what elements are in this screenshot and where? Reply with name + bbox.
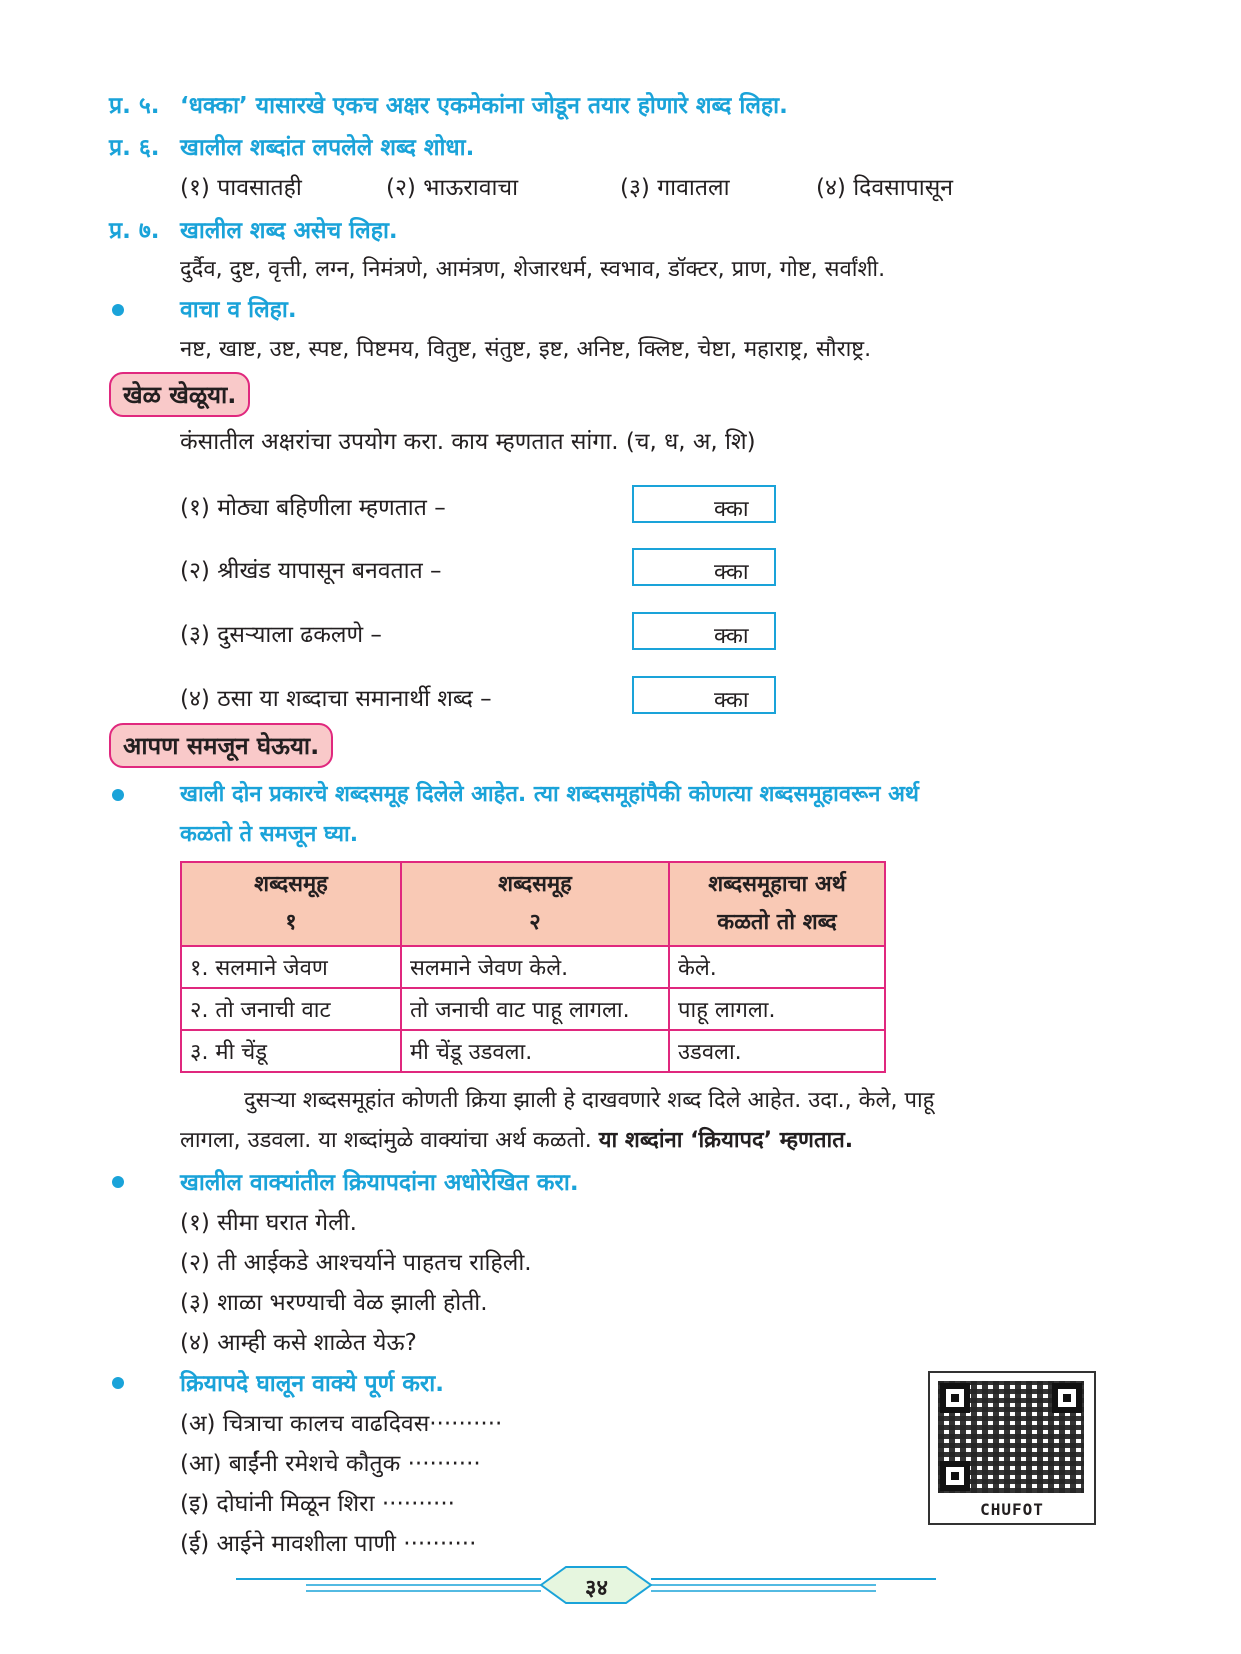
- question-6-text: खालील शब्दांत लपलेले शब्द शोधा.: [180, 135, 475, 161]
- answer-suffix: क्का: [714, 688, 749, 713]
- question-7-number: प्र. ७.: [109, 218, 160, 244]
- table-row: [181, 946, 885, 988]
- qr-finder-icon: [940, 1461, 970, 1491]
- table-header-row: [181, 862, 885, 946]
- answer-suffix: क्का: [714, 560, 749, 585]
- explain-line2: लागला, उडवला. या शब्दांमुळे वाक्यांचा अर्थ कळतो. या शब्दांना ‘क्रियापद’ म्हणतात.: [180, 1128, 854, 1153]
- game-instruction: कंसातील अक्षरांचा उपयोग करा. काय म्हणतात सांगा. (च, ध, अ, शि): [180, 429, 756, 455]
- read-write-heading: वाचा व लिहा.: [180, 297, 297, 323]
- bullet-icon: [112, 1176, 124, 1188]
- bullet-icon: [112, 304, 124, 316]
- read-words: नष्ट, खाष्ट, उष्ट, स्पष्ट, पिष्टमय, वितुष्ट, संतुष्ट, इष्ट, अनिष्ट, क्लिष्ट, चेष्टा, महाराष्ट्र, सौराष्ट्र.: [180, 337, 872, 362]
- explain-line1: दुसऱ्या शब्दसमूहांत कोणती क्रिया झाली हे दाखवणारे शब्द दिले आहेत. उदा., केले, पाहू: [244, 1088, 935, 1113]
- game-item-label: (४) ठसा या शब्दाचा समानार्थी शब्द –: [180, 686, 492, 712]
- table-row: [181, 988, 885, 1030]
- table-cell: १. सलमाने जेवण: [181, 946, 401, 988]
- qr-finder-icon: [1052, 1383, 1082, 1413]
- answer-suffix: क्का: [714, 624, 749, 649]
- table-row: [181, 1030, 885, 1072]
- bullet-icon: [112, 1377, 124, 1389]
- qr-finder-icon: [940, 1383, 970, 1413]
- table-cell: पाहू लागला.: [669, 988, 885, 1030]
- complete-item: (ई) आईने मावशीला पाणी ··········: [180, 1531, 477, 1557]
- definition-bold: या शब्दांना ‘क्रियापद’ म्हणतात.: [598, 1128, 854, 1153]
- page-number: ३४: [585, 1576, 608, 1601]
- complete-item: (आ) बाईंनी रमेशचे कौतुक ··········: [180, 1451, 481, 1477]
- complete-item: (अ) चित्राचा कालच वाढदिवस··········: [180, 1411, 503, 1437]
- q6-item: (२) भाऊरावाचा: [386, 175, 519, 201]
- table-cell: मी चेंडू उडवला.: [401, 1030, 669, 1072]
- bullet-icon: [112, 789, 124, 801]
- question-5-text: ‘धक्का’ यासारखे एकच अक्षर एकमेकांना जोडून तयार होणारे शब्द लिहा.: [180, 93, 788, 119]
- game-item-label: (३) दुसऱ्याला ढकलणे –: [180, 622, 382, 648]
- answer-box[interactable]: [632, 612, 776, 650]
- understand-line1: खाली दोन प्रकारचे शब्दसमूह दिलेले आहेत. त्या शब्दसमूहांपैकी कोणत्या शब्दसमूहावरून अर्थ: [180, 782, 919, 807]
- section-tag-understand: आपण समजून घेऊया.: [109, 723, 333, 768]
- complete-heading: क्रियापदे घालून वाक्ये पूर्ण करा.: [180, 1371, 444, 1397]
- word-group-table: [180, 861, 886, 1073]
- question-6-number: प्र. ६.: [109, 135, 160, 161]
- table-cell: ३. मी चेंडू: [181, 1030, 401, 1072]
- table-cell: उडवला.: [669, 1030, 885, 1072]
- answer-box[interactable]: [632, 548, 776, 586]
- q6-item: (३) गावातला: [620, 175, 730, 201]
- understand-line2: कळतो ते समजून घ्या.: [180, 822, 359, 847]
- table-header: शब्दसमूह २: [401, 862, 669, 946]
- underline-item: (१) सीमा घरात गेली.: [180, 1210, 357, 1236]
- game-item-label: (१) मोठ्या बहिणीला म्हणतात –: [180, 495, 446, 521]
- underline-item: (२) ती आईकडे आश्चर्याने पाहतच राहिली.: [180, 1250, 532, 1276]
- qr-code: [928, 1371, 1096, 1525]
- q6-item: (४) दिवसापासून: [816, 175, 954, 201]
- table-header: शब्दसमूह १: [181, 862, 401, 946]
- underline-item: (३) शाळा भरण्याची वेळ झाली होती.: [180, 1290, 488, 1316]
- answer-suffix: क्का: [714, 497, 749, 522]
- game-item-label: (२) श्रीखंड यापासून बनवतात –: [180, 558, 442, 584]
- q7-words: दुर्दैव, दुष्ट, वृत्ती, लग्न, निमंत्रणे, आमंत्रण, शेजारधर्म, स्वभाव, डॉक्टर, प्राण, गोष्ट, सर्वांशी.: [180, 257, 886, 282]
- table-cell: केले.: [669, 946, 885, 988]
- underline-heading: खालील वाक्यांतील क्रियापदांना अधोरेखित करा.: [180, 1170, 579, 1196]
- complete-item: (इ) दोघांनी मिळून शिरा ··········: [180, 1491, 455, 1517]
- answer-box[interactable]: [632, 485, 776, 523]
- question-5-number: प्र. ५.: [109, 93, 160, 119]
- answer-box[interactable]: [632, 676, 776, 714]
- qr-caption: CHUFOT: [980, 1500, 1044, 1519]
- table-cell: तो जनाची वाट पाहू लागला.: [401, 988, 669, 1030]
- q6-item: (१) पावसातही: [180, 175, 302, 201]
- section-tag-game: खेळ खेळूया.: [109, 372, 250, 417]
- table-header: शब्दसमूहाचा अर्थ कळतो तो शब्द: [669, 862, 885, 946]
- underline-item: (४) आम्ही कसे शाळेत येऊ?: [180, 1330, 417, 1356]
- question-7-text: खालील शब्द असेच लिहा.: [180, 218, 398, 244]
- table-cell: सलमाने जेवण केले.: [401, 946, 669, 988]
- table-cell: २. तो जनाची वाट: [181, 988, 401, 1030]
